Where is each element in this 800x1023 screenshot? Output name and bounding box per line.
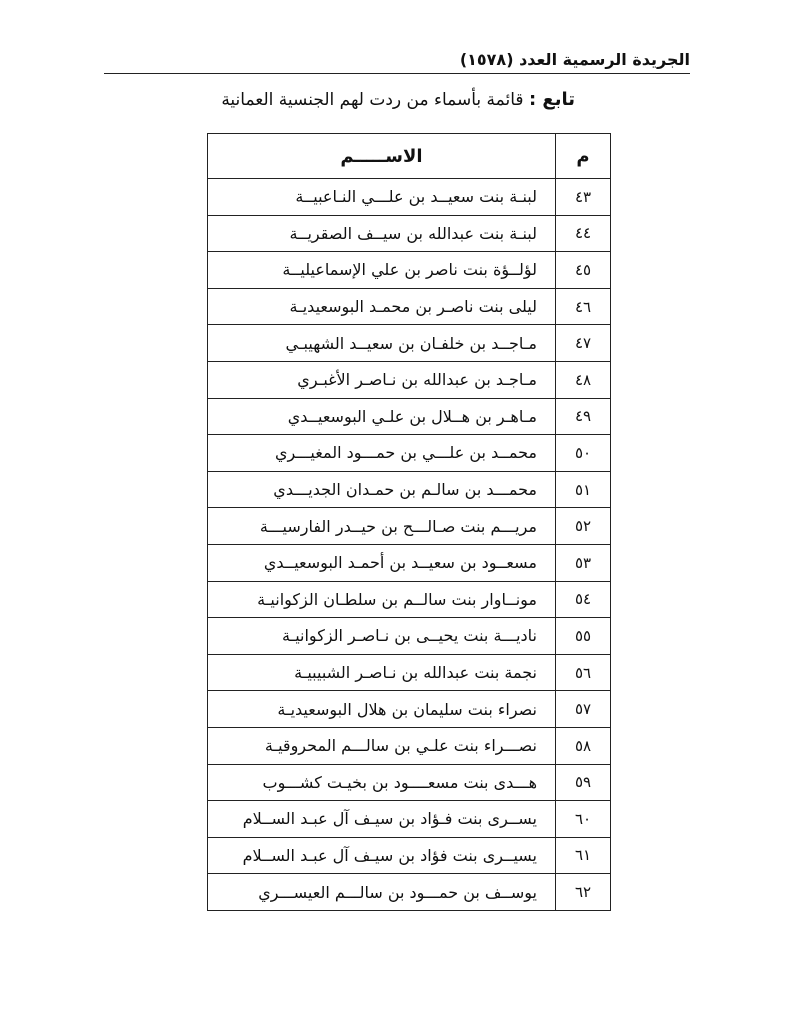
row-number: ٤٦ [556,288,611,325]
table-row [208,435,611,472]
gazette-title: الجريدة الرسمية العدد (١٥٧٨) [459,50,690,69]
table-row [208,801,611,838]
row-number: ٥٥ [556,618,611,655]
person-name: نصـــراء بنت علـي بن سالـــم المحروقيـة [208,727,556,764]
column-header-number: م [556,134,611,179]
row-number: ٦٠ [556,801,611,838]
row-number: ٤٧ [556,325,611,362]
table-row [208,215,611,252]
person-name: نجمة بنت عبدالله بن نـاصـر الشبيبيـة [208,654,556,691]
table-row [208,471,611,508]
subtitle-prefix: تابع : [528,89,575,110]
person-name: محمــد بن علـــي بن حمـــود المغيـــري [208,435,556,472]
names-table [207,133,611,911]
row-number: ٥٠ [556,435,611,472]
person-name: مونــاوار بنت سالــم بن سلطـان الزكوانيـة [208,581,556,618]
person-name: محمـــد بن سالـم بن حمـدان الجديـــدي [208,471,556,508]
person-name: مسعــود بن سعيــد بن أحمـد البوسعيــدي [208,544,556,581]
row-number: ٥٧ [556,691,611,728]
table-row [208,288,611,325]
row-number: ٥٢ [556,508,611,545]
row-number: ٤٥ [556,252,611,289]
row-number: ٥٦ [556,654,611,691]
subtitle-text: قائمة بأسماء من ردت لهم الجنسية العمانية [221,90,529,110]
table-row [208,837,611,874]
row-number: ٤٣ [556,179,611,216]
row-number: ٤٨ [556,361,611,398]
column-header-name: الاســـــم [208,134,556,179]
person-name: لبنـة بنت سعيــد بن علـــي النـاعبيــة [208,179,556,216]
person-name: مـاهـر بن هــلال بن علـي البوسعيــدي [208,398,556,435]
person-name: مريـــم بنت صـالـــح بن حيــدر الفارسيـــة [208,508,556,545]
row-number: ٥١ [556,471,611,508]
table-row [208,398,611,435]
table-row [208,252,611,289]
person-name: نصراء بنت سليمان بن هلال البوسعيديـة [208,691,556,728]
person-name: لؤلــؤة بنت ناصر بن علي الإسماعيليــة [208,252,556,289]
table-row [208,727,611,764]
table-row [208,691,611,728]
person-name: هـــدى بنت مسعــــود بن بخيـت كشـــوب [208,764,556,801]
row-number: ٤٩ [556,398,611,435]
row-number: ٥٨ [556,727,611,764]
person-name: لبنـة بنت عبدالله بن سيــف الصقريــة [208,215,556,252]
table-row [208,581,611,618]
table-row [208,618,611,655]
row-number: ٦١ [556,837,611,874]
table-row [208,508,611,545]
table-row [208,179,611,216]
table-row [208,544,611,581]
person-name: يسيــرى بنت فؤاد بن سيـف آل عبـد الســلام [208,837,556,874]
table-row [208,361,611,398]
list-subtitle [221,89,575,110]
row-number: ٥٩ [556,764,611,801]
person-name: ليلى بنت ناصـر بن محمـد البوسعيديـة [208,288,556,325]
table-row [208,764,611,801]
row-number: ٥٤ [556,581,611,618]
table-row [208,654,611,691]
person-name: مـاجــد بن خلفـان بن سعيــد الشهيبـي [208,325,556,362]
table-body [208,179,611,911]
person-name: ناديـــة بنت يحيــى بن نـاصـر الزكوانيـة [208,618,556,655]
row-number: ٤٤ [556,215,611,252]
header-divider [104,73,690,74]
row-number: ٥٣ [556,544,611,581]
table-header-row [208,134,611,179]
page-header [104,46,690,74]
person-name: يســرى بنت فـؤاد بن سيـف آل عبـد الســلام [208,801,556,838]
table-row [208,325,611,362]
row-number: ٦٢ [556,874,611,911]
table-row [208,874,611,911]
person-name: مـاجـد بن عبدالله بن نـاصـر الأغبـري [208,361,556,398]
person-name: يوســف بن حمـــود بن سالـــم العيســـري [208,874,556,911]
